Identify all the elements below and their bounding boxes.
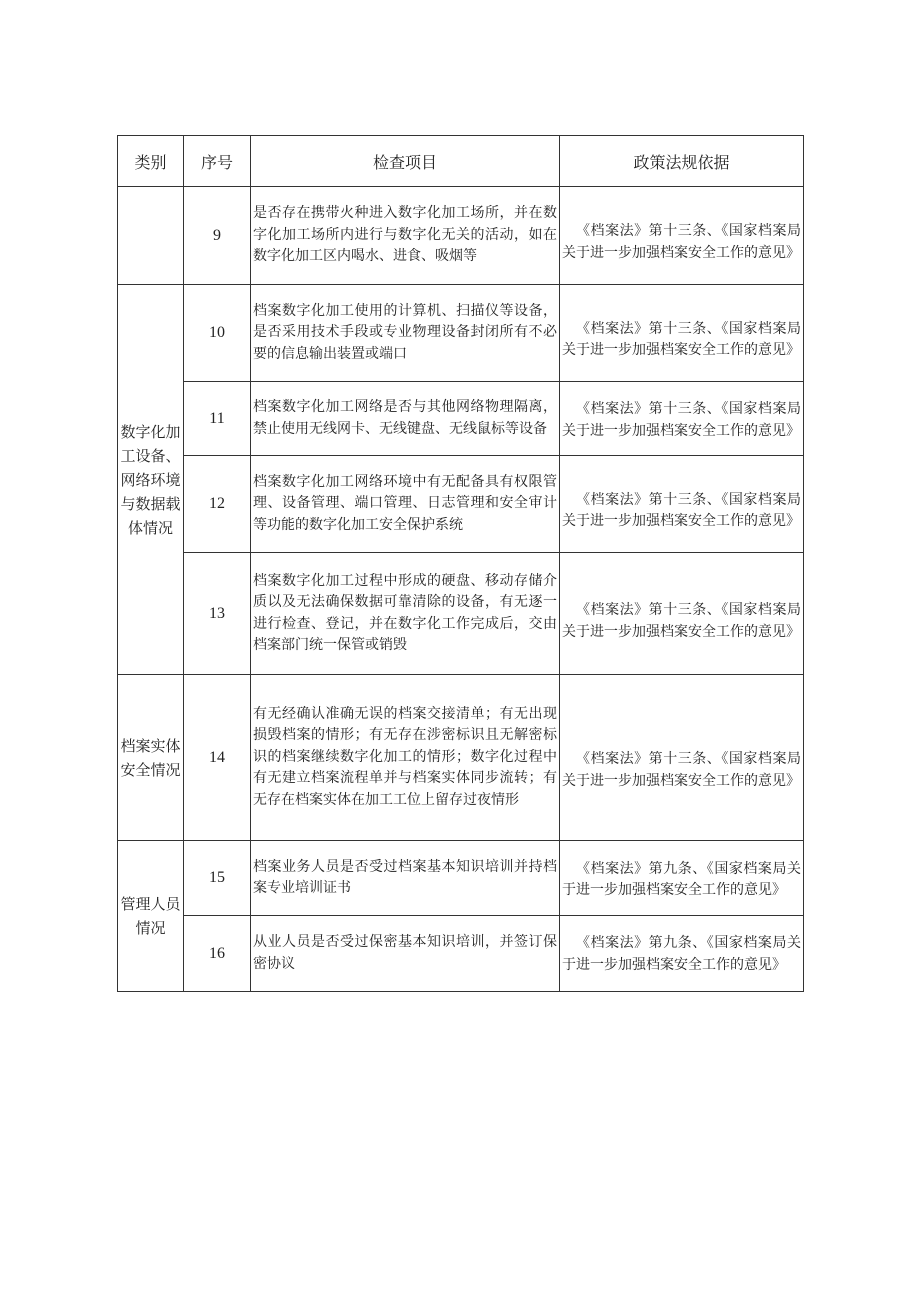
policy-basis [560, 841, 804, 916]
table-row [118, 675, 804, 841]
policy-basis [560, 456, 804, 553]
check-item: 档案业务人员是否受过档案基本知识培训并持档案专业培训证书 [251, 841, 560, 916]
policy-basis [560, 187, 804, 285]
check-item: 档案数字化加工使用的计算机、扫描仪等设备，是否采用技术手段或专业物理设备封闭所有不必要的信息输出装置或端口 [251, 285, 560, 382]
table-row [118, 285, 804, 382]
policy-text: 《档案法》第十三条、《国家档案局关于进一步加强档案安全工作的意见》 [562, 223, 801, 261]
category-cell: 档案实体安全情况 [118, 675, 184, 841]
policy-basis [560, 382, 804, 456]
row-number: 12 [184, 456, 251, 553]
policy-basis [560, 916, 804, 992]
check-item: 从业人员是否受过保密基本知识培训，并签订保密协议 [251, 916, 560, 992]
row-number: 16 [184, 916, 251, 992]
policy-text: 《档案法》第九条、《国家档案局关于进一步加强档案安全工作的意见》 [562, 935, 801, 973]
check-item: 有无经确认准确无误的档案交接清单；有无出现损毁档案的情形；有无存在涉密标识且无解密标识的档案继续数字化加工的情形；数字化过程中有无建立档案流程单并与档案实体同步流转；有无存在档案实体在加工工位上留存过夜情形 [251, 675, 560, 841]
row-number: 10 [184, 285, 251, 382]
inspection-table [117, 135, 804, 992]
category-cell [118, 187, 184, 285]
header-check-item: 检查项目 [251, 136, 560, 187]
header-policy-basis: 政策法规依据 [560, 136, 804, 187]
table-row [118, 382, 804, 456]
policy-text: 《档案法》第十三条、《国家档案局关于进一步加强档案安全工作的意见》 [562, 602, 801, 640]
check-item: 档案数字化加工网络是否与其他网络物理隔离，禁止使用无线网卡、无线键盘、无线鼠标等设备 [251, 382, 560, 456]
check-item: 档案数字化加工过程中形成的硬盘、移动存储介质以及无法确保数据可靠清除的设备，有无逐一进行检查、登记，并在数字化工作完成后，交由档案部门统一保管或销毁 [251, 553, 560, 675]
category-cell: 数字化加工设备、网络环境与数据载体情况 [118, 285, 184, 675]
policy-text: 《档案法》第十三条、《国家档案局关于进一步加强档案安全工作的意见》 [562, 751, 801, 789]
table-row [118, 187, 804, 285]
policy-text: 《档案法》第十三条、《国家档案局关于进一步加强档案安全工作的意见》 [562, 320, 801, 358]
policy-basis [560, 285, 804, 382]
row-number: 15 [184, 841, 251, 916]
table-row [118, 553, 804, 675]
policy-basis [560, 553, 804, 675]
header-row [118, 136, 804, 187]
header-category: 类别 [118, 136, 184, 187]
policy-text: 《档案法》第十三条、《国家档案局关于进一步加强档案安全工作的意见》 [562, 401, 801, 439]
row-number: 11 [184, 382, 251, 456]
policy-basis [560, 675, 804, 841]
row-number: 9 [184, 187, 251, 285]
header-number: 序号 [184, 136, 251, 187]
table-row [118, 916, 804, 992]
category-cell: 管理人员情况 [118, 841, 184, 992]
check-item: 是否存在携带火种进入数字化加工场所，并在数字化加工场所内进行与数字化无关的活动，如在数字化加工区内喝水、进食、吸烟等 [251, 187, 560, 285]
policy-text: 《档案法》第九条、《国家档案局关于进一步加强档案安全工作的意见》 [562, 860, 801, 898]
policy-text: 《档案法》第十三条、《国家档案局关于进一步加强档案安全工作的意见》 [562, 491, 801, 529]
check-item: 档案数字化加工网络环境中有无配备具有权限管理、设备管理、端口管理、日志管理和安全审计等功能的数字化加工安全保护系统 [251, 456, 560, 553]
row-number: 13 [184, 553, 251, 675]
table-row [118, 456, 804, 553]
row-number: 14 [184, 675, 251, 841]
table-row [118, 841, 804, 916]
